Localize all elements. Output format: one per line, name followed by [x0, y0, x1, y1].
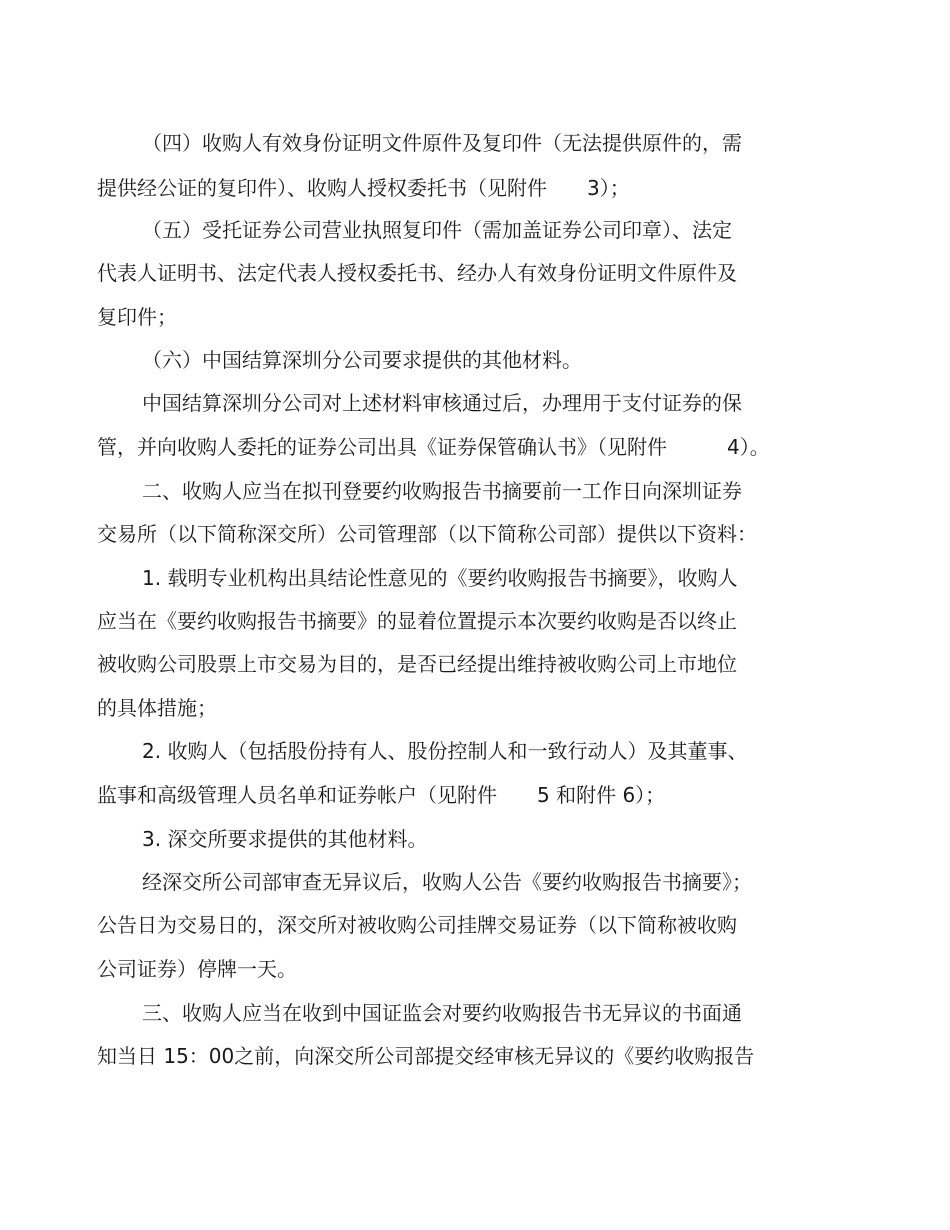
text-line-21: 三、收购人应当在收到中国证监会对要约收购报告书无异议的书面通	[142, 1001, 742, 1025]
text-line-11: 1. 载明专业机构出具结论性意见的《要约收购报告书摘要》，收购人	[142, 566, 738, 590]
text-line-17: 3. 深交所要求提供的其他材料。	[142, 827, 428, 851]
text-line-4: 代表人证明书、法定代表人授权委托书、经办人有效身份证明文件原件及	[97, 261, 737, 285]
text-line-20: 公司证券）停牌一天。	[97, 957, 297, 981]
text-line-9: 二、收购人应当在拟刊登要约收购报告书摘要前一工作日向深圳证券	[142, 479, 742, 503]
text-line-19: 公告日为交易日的，深交所对被收购公司挂牌交易证券（以下简称被收购	[97, 913, 737, 937]
text-line-2: 提供经公证的复印件）、收购人授权委托书（见附件 3）；	[97, 176, 630, 200]
text-line-13: 被收购公司股票上市交易为目的，是否已经提出维持被收购公司上市地位	[97, 652, 737, 676]
text-line-15: 2. 收购人（包括股份持有人、股份控制人和一致行动人）及其董事、	[142, 739, 748, 763]
text-line-10: 交易所（以下简称深交所）公司管理部（以下简称公司部）提供以下资料：	[97, 522, 757, 546]
text-line-1: （四）收购人有效身份证明文件原件及复印件（无法提供原件的，需	[142, 131, 742, 155]
text-line-7: 中国结算深圳分公司对上述材料审核通过后，办理用于支付证券的保	[142, 391, 742, 415]
text-line-5: 复印件；	[97, 305, 177, 329]
text-line-16: 监事和高级管理人员名单和证券帐户（见附件 5 和附件 6）；	[97, 783, 666, 807]
text-line-8: 管，并向收购人委托的证券公司出具《证券保管确认书》（见附件 4）。	[97, 435, 770, 459]
text-line-22: 知当日 15：00之前，向深交所公司部提交经审核无异议的《要约收购报告	[97, 1044, 755, 1068]
text-line-3: （五）受托证券公司营业执照复印件（需加盖证券公司印章）、法定	[142, 218, 732, 242]
text-line-6: （六）中国结算深圳分公司要求提供的其他材料。	[142, 348, 582, 372]
text-line-18: 经深交所公司部审查无异议后，收购人公告《要约收购报告书摘要》；	[142, 870, 752, 894]
text-line-14: 的具体措施；	[97, 696, 217, 720]
text-line-12: 应当在《要约收购报告书摘要》的显着位置提示本次要约收购是否以终止	[97, 609, 737, 633]
